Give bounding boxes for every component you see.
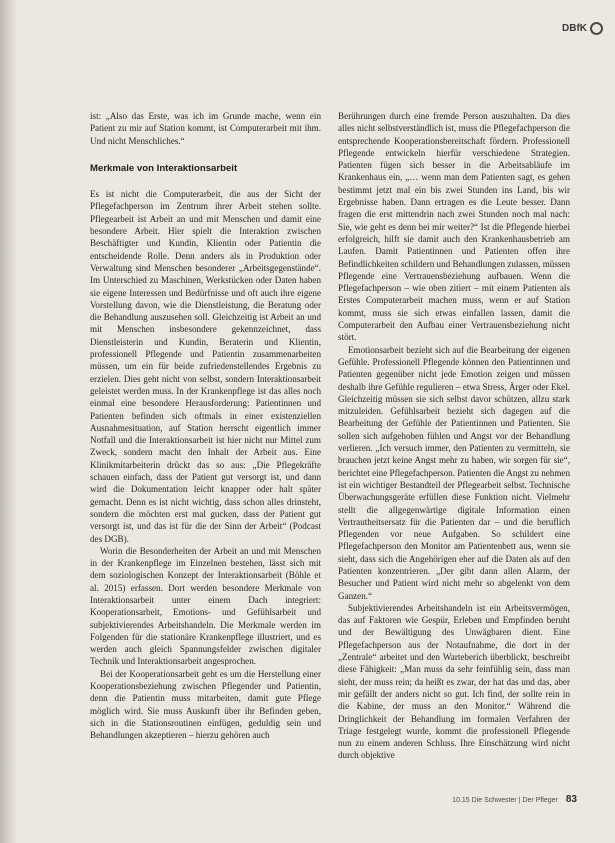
- right-column: [338, 110, 570, 762]
- body-paragraph: Berührungen durch eine fremde Person auszuhalten. Da dies alles nicht selbstverständlich ist, muss die Pflegefachperson die entsprechende Kooperationsbereitschaft fördern. Professionell Pflegende entwickeln hierfür verschiedene Strategien. Patienten fügen sich besser in die Arbeitsabläufe im Krankenhaus ein, „… wenn man dem Patienten sagt, es gehen bestimmt jetzt mal ein bis zwei Stunden ins Land, bis wir Ergebnisse haben. Dann ertragen es die Leute besser. Dann fragen die erst mittendrin nach zwei Stunden noch mal nach: Sie, wie geht es denn bei mir weiter?“ Ist die Pflegende hierbei erfolgreich, hilft sie damit auch den Krankenhausbetrieb am Laufen. Damit Patientinnen und Patienten offen ihre Befindlichkeiten schildern und Behandlungen zulassen, müssen Pflegende eine Vertrauensbeziehung aufbauen. Wenn die Pflegefachperson – wie oben zitiert – mit einem Patienten als Erstes Computerarbeit machen muss, wenn er auf Station kommt, muss sie sich etwas einfallen lassen, damit die Computerarbeit den Aufbau einer Vertrauensbeziehung nicht stört.: [338, 111, 570, 343]
- logo-circle-icon: [590, 22, 603, 35]
- left-column: [90, 110, 321, 742]
- body-paragraph: Es ist nicht die Computerarbeit, die aus der Sicht der Pflegefachperson im Zentrum ihrer Arbeit stehen sollte. Pflegearbeit ist Arbeit an und mit Menschen und damit eine besondere Arbeit. Hier spielt die Interaktion zwischen Beschäftigter und Kundin, Klientin oder Patientin die entscheidende Rolle. Denn anders als in Produktion oder Verwaltung sind Menschen besonderer „Arbeitsgegenstände“. Im Unterschied zu Maschinen, Werkstücken oder Daten haben sie eigene Interessen und Bedürfnisse und oft auch ihre eigene Vorstellung davon, wie die Dienstleistung, die Beratung oder die Behandlung auszusehen soll. Gleichzeitig ist Arbeit an und mit Menschen insbesondere gekennzeichnet, dass Dienstleisterin und Kundin, Beraterin und Klientin, professionell Pflegende und Patientin zusammenarbeiten müssen, um ein für beide zufriedenstellendes Ergebnis zu erzielen. Dies geht nicht von selbst, sondern Interaktionsarbeit geleistet werden muss. In der Krankenpflege ist das alles noch einmal eine besondere Herausforderung: Patientinnen und Patienten befinden sich oftmals in einer existenziellen Ausnahmesituation, auf Station herrscht eigentlich immer Notfall und die Interaktionsarbeit ist hier nicht nur Mittel zum Zweck, sondern macht den Inhalt der Arbeit aus. Eine Klinikmitarbeiterin drückt das so aus: „Die Pflegekräfte schauen einfach, dass der Patient gut versorgt ist, und dann wird die Dokumentation leicht knapper oder halt später gemacht. Denn es ist nicht wichtig, dass schon alles drinsteht, sondern die möchten erst mal gucken, dass der Patient gut versorgt ist, und das ist für die der Sinn der Arbeit“ (Podcast des DGB).: [90, 189, 321, 544]
- intro-paragraph: ist: „Also das Erste, was ich im Grunde mache, wenn ein Patient zu mir auf Station kommt, ist Computerarbeit mit ihm. Und nicht Menschliches.“: [90, 111, 321, 146]
- body-paragraph: Subjektivierendes Arbeitshandeln ist ein Arbeitsvermögen, das auf Faktoren wie Gespür, Erleben und Empfinden beruht und der Bewältigung des Unwägbaren dient. Eine Pflegefachperson aus der Notaufnahme, die dort in der „Zentrale“ arbeitet und den Warteberich überblickt, beschreibt diese Fähigkeit: „Man muss da sehr feinfühlig sein, dass man sieht, der muss rein; da heißt es zwar, der hat das und das, aber mir gefällt der anders nicht so gut. Ich find, der sollte rein in die Kabine, der muss an den Monitor.“ Während die Dringlichkeit der Behandlung im formalen Verfahren der Triage festgelegt wurde, kommt die professionell Pflegende nun zu einem anderen Schluss. Ihre Einschätzung wird nicht durch objektive: [338, 602, 570, 761]
- page-footer: [452, 794, 577, 805]
- body-paragraph: Emotionsarbeit bezieht sich auf die Bearbeitung der eigenen Gefühle. Professionell Pflegende können den Patientinnen und Patienten gegenüber nicht jede Emotion zeigen und müssen deshalb ihre Gefühle regulieren – etwa Stress, Ärger oder Ekel. Gleichzeitig müssen sie sich selbst davor schützen, allzu stark mitzuleiden. Gefühlsarbeit bezieht sich dagegen auf die Bearbeitung der Gefühle der Patientinnen und Patienten. Sie sollen sich aufgehoben fühlen und Angst vor der Behandlung verlieren. „Ich versuch immer, den Patienten zu vermitteln, sie brauchen jetzt keine Angst mehr zu haben, wir sorgen für sie“, berichtet eine Pflegefachperson. Patienten die Angst zu nehmen ist ein wichtiger Bestandteil der Pflegearbeit selbst. Technische Überwachungsgeräte erfüllen diese Funktion nicht. Vielmehr stellt die allgegenwärtige digitale Information einen Vertrautheitsersatz für die Patienten dar – und die beruflich Pflegenden vor neue Aufgaben. So schildert eine Pflegefachperson den Monitor am Patientenbett aus, wenn sie sieht, dass sich die Angehörigen eher auf die Daten als auf den Patienten konzentrieren. „Der gibt dann allen Alarm, der Besucher und Patient wird nicht mehr so abgelenkt von dem Ganzen.“: [338, 344, 570, 601]
- body-paragraph: Worin die Besonderheiten der Arbeit an und mit Menschen in der Krankenpflege im Einzelnen bestehen, lässt sich mit dem soziologischen Konzept der Interaktionsarbeit (Böhle et al. 2015) erfassen. Dort werden besondere Merkmale von Interaktionsarbeit unter einem Dach integriert: Kooperationsarbeit, Emotions- und Gefühlsarbeit und subjektivierendes Arbeitshandeln. Die Merkmale werden im Folgenden für die stationäre Krankenpflege illustriert, und es werden auch gleich Spannungsfelder zwischen digitaler Technik und Interaktionsarbeit angesprochen.: [90, 545, 321, 667]
- dbfk-logo: [562, 22, 603, 35]
- magazine-issue: 10.15 Die Schwester | Der Pfleger: [452, 797, 558, 804]
- dbfk-logo-text: DBfK: [562, 23, 587, 34]
- section-heading: Merkmale von Interaktionsarbeit: [90, 162, 238, 174]
- page-spine-shadow: [0, 0, 18, 843]
- page-number: 83: [565, 794, 577, 805]
- body-paragraph: Bei der Kooperationsarbeit geht es um die Herstellung einer Kooperationsbeziehung zwischen Pflegender und Patientin, denn die Patientin muss mitarbeiten, damit gute Pflege möglich wird. Sie muss Auskunft über ihr Befinden geben, sich in die Stationsroutinen einfügen, geduldig sein und Behandlungen akzeptieren – hierzu gehören auch: [90, 668, 321, 741]
